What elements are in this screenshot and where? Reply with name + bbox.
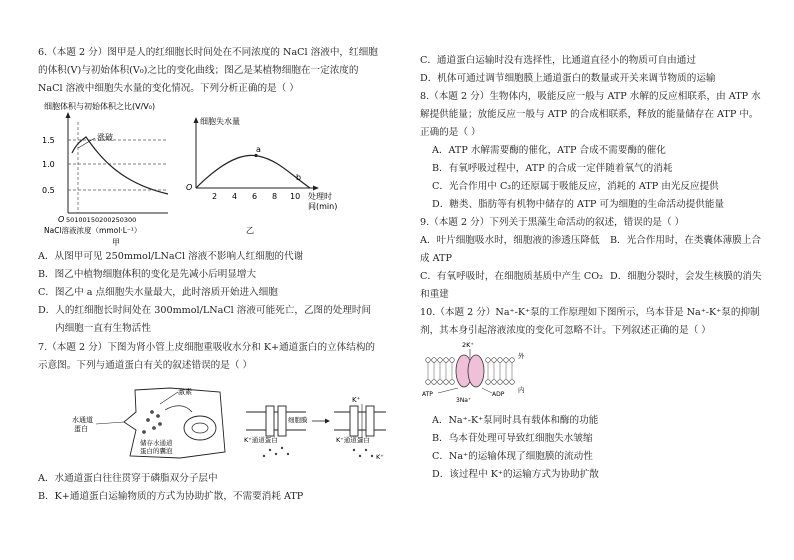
q8-option-a: A．ATP 水解需要酶的催化，ATP 合成不需要酶的催化 [432,145,666,156]
q7-water-channel-label2: 蛋白 [74,425,88,433]
q7-k-top-label: K⁺ [352,396,361,404]
yi-xtick-10: 10 [290,192,301,201]
yi-y-arrow [194,117,199,123]
q10-option-b: B．乌本苷处理可导致红细胞失水皱缩 [432,433,593,444]
q10-k-label: 2K⁺ [462,341,474,349]
yi-xtick-6: 6 [252,192,258,201]
q6-stem-line3: NaCl 溶液中细胞失水量的变化情况。下列分析正确的是（ ） [38,83,299,94]
q9-option-d: D．细胞分裂时，会发生核膜的消失 [610,271,762,282]
q7-membrane-label: 细胞膜 [288,416,308,424]
q7-k-channel-open [334,406,386,436]
yi-point-a [254,154,257,157]
yi-label-a: a [256,145,261,154]
jia-annot-burst: 涨破 [97,133,113,142]
q9-option-d-cont: 和重建 [420,289,449,300]
yi-xtick-4: 4 [232,192,238,201]
q6-option-a: A．从图甲可见 250mmol/LNaCl 溶液不影响人红细胞的代谢 [38,251,304,262]
jia-curve [72,137,168,194]
yi-xtick-8: 8 [272,192,278,201]
q6-option-c: C．图乙中 a 点细胞失水量最大，此时溶质开始进入细胞 [38,287,278,298]
jia-xlabel: NaCl溶液浓度（mmol·L⁻¹） [44,226,142,235]
q8-option-b: B．有氧呼吸过程中，ATP 的合成一定伴随着氧气的消耗 [432,163,673,174]
q9-option-a: A．叶片细胞吸水时，细胞液的渗透压降低 [420,235,600,246]
q7-vesicle [192,423,208,433]
q6-option-b: B．图乙中植物细胞体积的变化是先减小后明显增大 [38,269,257,280]
q8-stem-line1: 8.（本题 2 分）生物体内，吸能反应一般与 ATP 水解的反应相联系，由 ATP 水 [420,91,761,102]
jia-xticks: 50100150200250300 [66,216,137,224]
q7-k-dots-left [263,447,289,457]
yi-caption: 乙 [246,226,254,235]
q7-transition-arrowhead [325,419,330,424]
q8-stem-line2: 解提供能量；放能反应一般与 ATP 的合成相联系，释放的能量储存在 ATP 中。 [420,109,759,120]
q7-water-channel-label1: 水通道 [72,416,93,424]
q10-option-a: A．Na⁺-K⁺泵同时具有载体和酶的功能 [432,415,599,426]
q6-stem-line2: 的体积(V)与初始体积(V₀)之比的变化曲线；图乙是某植物细胞在一定浓度的 [38,65,359,76]
q10-figure [420,338,530,408]
q7-figure [60,382,390,466]
q7-option-b: B．K+通道蛋白运输物质的方式为协助扩散，不需要消耗 ATP [38,491,304,502]
q10-na-label: 3Na⁺ [456,397,472,404]
q7-k-channel-label2: K⁺通道蛋白 [336,436,370,444]
q7-arrow-1 [165,406,192,412]
q10-atp-label: ATP [422,391,433,398]
q7-stem-line2: 示意图。下列与通道蛋白有关的叙述错误的是（ ） [38,360,253,371]
jia-ytick-10: 1.0 [42,160,55,169]
jia-caption: 甲 [112,238,120,247]
q7-stem-line1: 7.（本题 2 分）下图为肾小管上皮细胞重吸收水分和 K+通道蛋白的立体结构的 [38,342,376,353]
q10-stem-line1: 10.（本题 2 分）Na⁺-K⁺泵的工作原理如下图所示，乌本苷是 Na⁺-K⁺泵的抑制 [420,307,760,318]
yi-ylabel: 细胞失水量 [200,117,240,126]
q10-option-c: C．Na⁺的运输体现了细胞膜的流动性 [432,451,593,462]
jia-ylabel: 细胞体积与初始体积之比(V/V₀) [44,102,156,111]
q10-option-d: D．该过程中 K⁺的运输方式为协助扩散 [432,469,599,480]
jia-ytick-15: 1.5 [42,136,55,145]
yi-label-b: b [296,173,302,182]
q7-k-channel-label: K⁺通道蛋白 [244,436,278,444]
yi-xlabel-2: 间(min) [308,202,338,211]
q7-k-dots-right [353,449,373,457]
q7-hormone-label: 激素 [178,388,192,396]
q7-hormone-line [160,392,178,404]
q6-stem-line1: 6.（本题 2 分）图甲是人的红细胞长时间处在不同浓度的 NaCl 溶液中，红细胞 [38,47,378,58]
jia-y-arrow [66,112,71,118]
q7-option-c: C．通道蛋白运输时没有选择性，比通道直径小的物质可自由通过 [420,55,696,66]
q10-outside-label: 外 [518,352,525,360]
q7-water-channel-line [96,422,124,424]
q7-vesicle-label1: 储存水通道 [140,439,173,447]
q6-figure-yi [186,108,346,248]
q9-option-c: C．有氧呼吸时，在细胞质基质中产生 CO₂ [420,271,603,282]
yi-xlabel-1: 处理时 [308,192,332,201]
q7-option-a: A．水通道蛋白往往贯穿于磷脂双分子层中 [38,473,218,484]
q6-option-d-line2: 内细胞一直有生物活性 [55,323,151,334]
q10-stem-line2: 剂，其本身引起溶液浓度的变化可忽略不计。下列叙述正确的是（ ） [420,325,711,336]
q6-figure-jia [40,97,193,247]
q7-k-bottom-label: K⁺ [376,453,384,461]
q10-inside-label: 内 [518,386,525,394]
yi-origin: O [186,183,193,192]
q6-option-d-line1: D．人的红细胞长时间处在 300mmol/LNaCl 溶液可能死亡，乙图的处理时间 [38,305,372,316]
jia-ytick-05: 0.5 [42,186,55,195]
q8-option-d: D．糖类、脂肪等有机物中储存的 ATP 可为细胞的生命活动提供能量 [432,199,725,210]
q9-option-b: B．光合作用时，在类囊体薄膜上合 [610,235,761,246]
jia-origin: O [58,215,65,224]
q8-stem-line3: 正确的是（ ） [420,127,481,138]
q9-option-b-cont: 成 ATP [420,253,452,264]
yi-curve [196,155,310,188]
q8-option-c: C．光合作用中 C₃的还原属于吸能反应，消耗的 ATP 由光反应提供 [432,181,719,192]
q7-nucleus [184,416,216,440]
yi-x-arrow [313,186,319,191]
yi-xtick-2: 2 [212,192,218,201]
q10-adp-label: ADP [492,391,505,398]
q10-adp-line [482,388,492,393]
q7-option-d: D．机体可通过调节细胞膜上通道蛋白的数量或开关来调节物质的运输 [420,73,716,84]
q9-stem: 9.（本题 2 分）下列关于黑藻生命活动的叙述，错误的是（ ） [420,217,685,228]
q10-pump-right [468,355,484,387]
q7-water-dots [143,411,162,434]
q10-atp-line [438,388,458,393]
q7-vesicle-label2: 蛋白的囊泡 [140,447,173,455]
